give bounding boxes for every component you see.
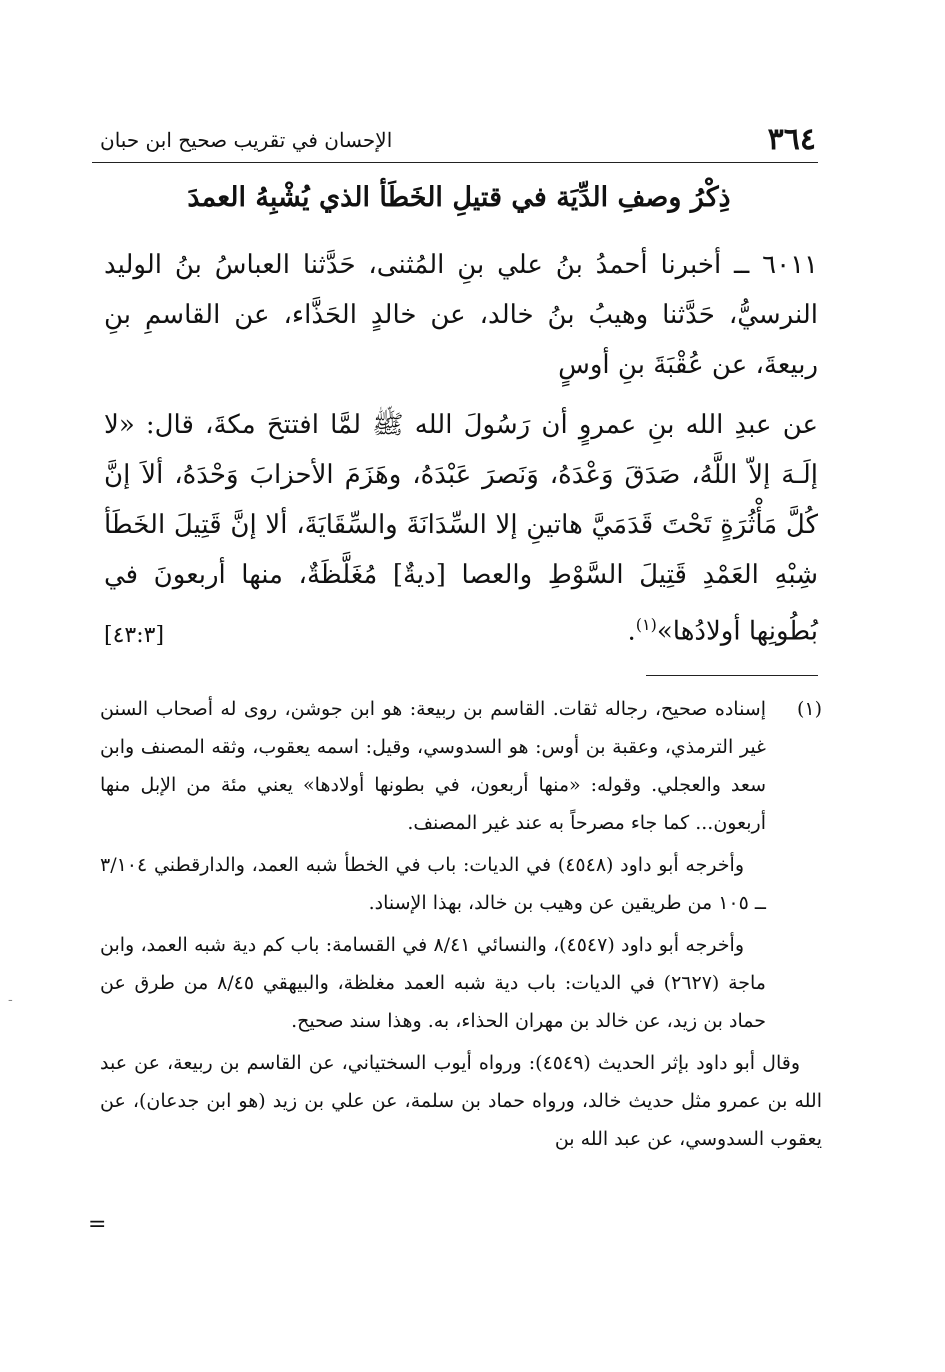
footnote-paragraph: وقال أبو داود بإثر الحديث (٤٥٤٩): ورواه أيوب السختياني، عن القاسم بن ربيعة، عن عبد الله بن عمرو مثل حديث خالد، ورواه حماد بن سلمة، عن علي بن زيد (هو ابن جدعان)، عن يعقوب السدوسي، عن عبد الله بن (100, 1052, 822, 1150)
hadith-body-text: عن عبدِ الله بنِ عمروٍ أن رَسُولَ الله ﷺ لمَّا افتتحَ مكةَ، قال: «لا إلَـهَ إلاّ اللَّهُ، صَدَقَ وَعْدَهُ، وَنَصرَ عَبْدَهُ، وهَزَمَ الأحزابَ وَحْدَهُ، ألاَ إنَّ كُلَّ مَأْثُرَةٍ تَحْتَ قَدَمَيَّ هاتينِ إلا السِّدَانَةَ والسِّقَايَةَ، ألا إنَّ قَتِيلَ الخَطَأ شِبْهِ العَمْدِ قَتِيلَ السَّوْطِ والعصا [ديةٌ] مُغَلَّظَةٌ، منها أربعونَ في بُطُونِها أولادُها» (104, 410, 818, 647)
footnote-paragraph (100, 690, 822, 842)
margin-mark: - (8, 992, 13, 1008)
hadith-end-punct: . (627, 616, 636, 647)
hadith-chain-of-narration: ٦٠١١ ــ أخبرنا أحمدُ بنُ علي بنِ المُثنى، حَدَّثنا العباسُ بنُ الوليد النرسيُّ، حَدَّثنا وهيبُ بنُ خالد، عن خالدٍ الحَذَّاء، عن القاسمِ بنِ ربيعةَ، عن عُقْبَةَ بنِ أوسٍ (104, 250, 818, 380)
running-title: الإحسان في تقريب صحيح ابن حبان (100, 128, 393, 152)
footnote-reference[interactable]: (١) (635, 615, 657, 634)
footnotes-section (100, 690, 822, 1158)
page-number: ٣٦٤ (767, 122, 816, 157)
page-header (100, 118, 816, 164)
chapter-title: ذِكْرُ وصفِ الدِّيَة في قتيلِ الخَطَأ الذي يُشْبِهُ العمدَ (187, 182, 731, 213)
footnote-marker: (١) (796, 698, 822, 720)
footnote-text: إسناده صحيح، رجاله ثقات. القاسم بن ربيعة: هو ابن جوشن، روى له أصحاب السنن غير الترمذي، وعقبة بن أوس: هو السدوسي، وقيل: اسمه يعقوب، وثقه المصنف وابن سعد والعجلي. وقوله: «منها أربعون، في بطونها أولادها» يعني مئة من الإبل منها أربعون... كما جاء مصرحاً به عند غير المصنف. (100, 698, 766, 834)
footnote-paragraph: وأخرجه أبو داود (٤٥٤٨) في الديات: باب في الخطأ شبه العمد، والدارقطني ٣/١٠٤ ــ ١٠٥ من طريقين عن وهيب بن خالد، بهذا الإسناد. (100, 854, 766, 914)
hadith-reference: [٤٣:٣] (104, 622, 165, 648)
hadith-text (104, 400, 818, 657)
footnote-paragraph: وأخرجه أبو داود (٤٥٤٧)، والنسائي ٨/٤١ في القسامة: باب كم دية شبه العمد، وابن ماجة (٢٦٢٧) في الديات: باب دية شبه العمد مغلظة، والبيهقي ٨/٤٥ من طرق عن حماد بن زيد، عن خالد بن مهران الحذاء، به. وهذا سند صحيح. (100, 934, 766, 1032)
continuation-mark: = (88, 1212, 107, 1237)
header-divider (92, 162, 818, 163)
footnote-divider (646, 675, 818, 676)
